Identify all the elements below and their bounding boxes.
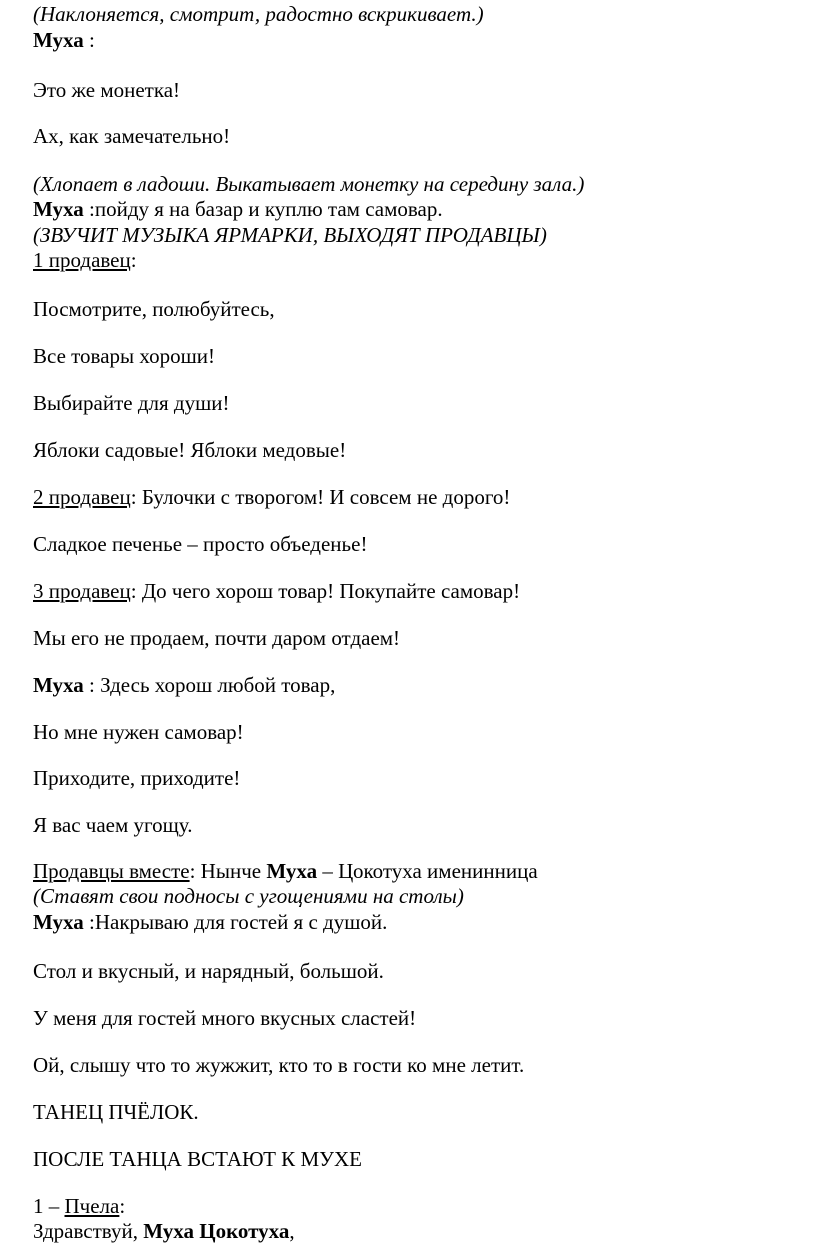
line-text: : Нынче <box>189 859 267 883</box>
line-text: Мы его не продаем, почти даром отдаем! <box>33 626 401 650</box>
text-line <box>33 223 547 247</box>
text-line <box>33 884 464 908</box>
speaker-role: 1 продавец <box>33 248 131 272</box>
speaker-name: Муха <box>33 910 84 934</box>
line-text: У меня для гостей много вкусных сластей! <box>33 1006 417 1030</box>
line-text: Но мне нужен самовар! <box>33 720 244 744</box>
text-line <box>33 1219 295 1243</box>
line-text: Это же монетка! <box>33 78 181 102</box>
text-line <box>33 28 95 52</box>
text-line <box>33 391 230 415</box>
line-text: Посмотрите, полюбуйтесь, <box>33 297 275 321</box>
text-line <box>33 1147 362 1171</box>
text-line <box>33 248 137 272</box>
stage-direction: (ЗВУЧИТ МУЗЫКА ЯРМАРКИ, ВЫХОДЯТ ПРОДАВЦЫ) <box>33 223 547 247</box>
text-line <box>33 1194 125 1218</box>
line-text: ТАНЕЦ ПЧЁЛОК. <box>33 1100 199 1124</box>
line-text: Стол и вкусный, и нарядный, большой. <box>33 959 384 983</box>
line-text: Ой, слышу что то жужжит, кто то в гости ко мне летит. <box>33 1053 525 1077</box>
speaker-role: 3 продавец <box>33 579 131 603</box>
line-text: Все товары хороши! <box>33 344 215 368</box>
text-line <box>33 959 384 983</box>
text-line <box>33 720 244 744</box>
text-line <box>33 438 346 462</box>
line-text: : Булочки с творогом! И совсем не дорого! <box>130 485 511 509</box>
text-line <box>33 1100 199 1124</box>
line-text: Выбирайте для души! <box>33 391 230 415</box>
line-text: , <box>289 1219 295 1243</box>
line-text: : Здесь хорош любой товар, <box>83 673 336 697</box>
speaker-role: Пчела <box>64 1194 120 1218</box>
text-line <box>33 766 240 790</box>
line-text: : <box>130 248 137 272</box>
text-line <box>33 2 484 26</box>
speaker-role: Продавцы вместе <box>33 859 190 883</box>
line-text: Сладкое печенье – просто объеденье! <box>33 532 368 556</box>
stage-direction: (Наклоняется, смотрит, радостно вскрикивает.) <box>33 2 484 26</box>
stage-direction: (Хлопает в ладоши. Выкатывает монетку на середину зала.) <box>33 172 585 196</box>
line-text: Здравствуй, <box>33 1219 144 1243</box>
text-line <box>33 1006 416 1030</box>
text-line <box>33 813 192 837</box>
text-line <box>33 626 400 650</box>
speaker-role: 2 продавец <box>33 485 131 509</box>
speaker-name: Муха <box>33 673 84 697</box>
line-text: :пойду я на базар и куплю там самовар. <box>83 197 443 221</box>
text-line <box>33 344 215 368</box>
text-line <box>33 910 387 934</box>
line-text: Яблоки садовые! Яблоки медовые! <box>33 438 347 462</box>
line-text: Приходите, приходите! <box>33 766 241 790</box>
speaker-name: Муха <box>266 859 318 883</box>
speaker-name: Муха <box>33 28 84 52</box>
text-line <box>33 673 335 697</box>
text-line <box>33 532 367 556</box>
text-line <box>33 297 275 321</box>
line-text: :Накрываю для гостей я с душой. <box>83 910 388 934</box>
text-line <box>33 197 443 221</box>
text-line <box>33 579 520 603</box>
line-text: Я вас чаем угощу. <box>33 813 193 837</box>
line-text: : <box>83 28 95 52</box>
line-text: Ах, как замечательно! <box>33 124 231 148</box>
text-line <box>33 172 584 196</box>
line-text: ПОСЛЕ ТАНЦА ВСТАЮТ К МУХЕ <box>33 1147 362 1171</box>
text-line <box>33 859 538 883</box>
text-line <box>33 1053 524 1077</box>
stage-direction: (Ставят свои подносы с угощениями на столы) <box>33 884 464 908</box>
text-line <box>33 78 180 102</box>
line-text: : <box>119 1194 126 1218</box>
line-text: : До чего хорош товар! Покупайте самовар! <box>130 579 521 603</box>
speaker-name: Муха Цокотуха <box>143 1219 290 1243</box>
line-text: 1 – <box>33 1194 65 1218</box>
text-line <box>33 124 230 148</box>
line-text: – Цокотуха именинница <box>317 859 538 883</box>
text-line <box>33 485 510 509</box>
speaker-name: Муха <box>33 197 84 221</box>
